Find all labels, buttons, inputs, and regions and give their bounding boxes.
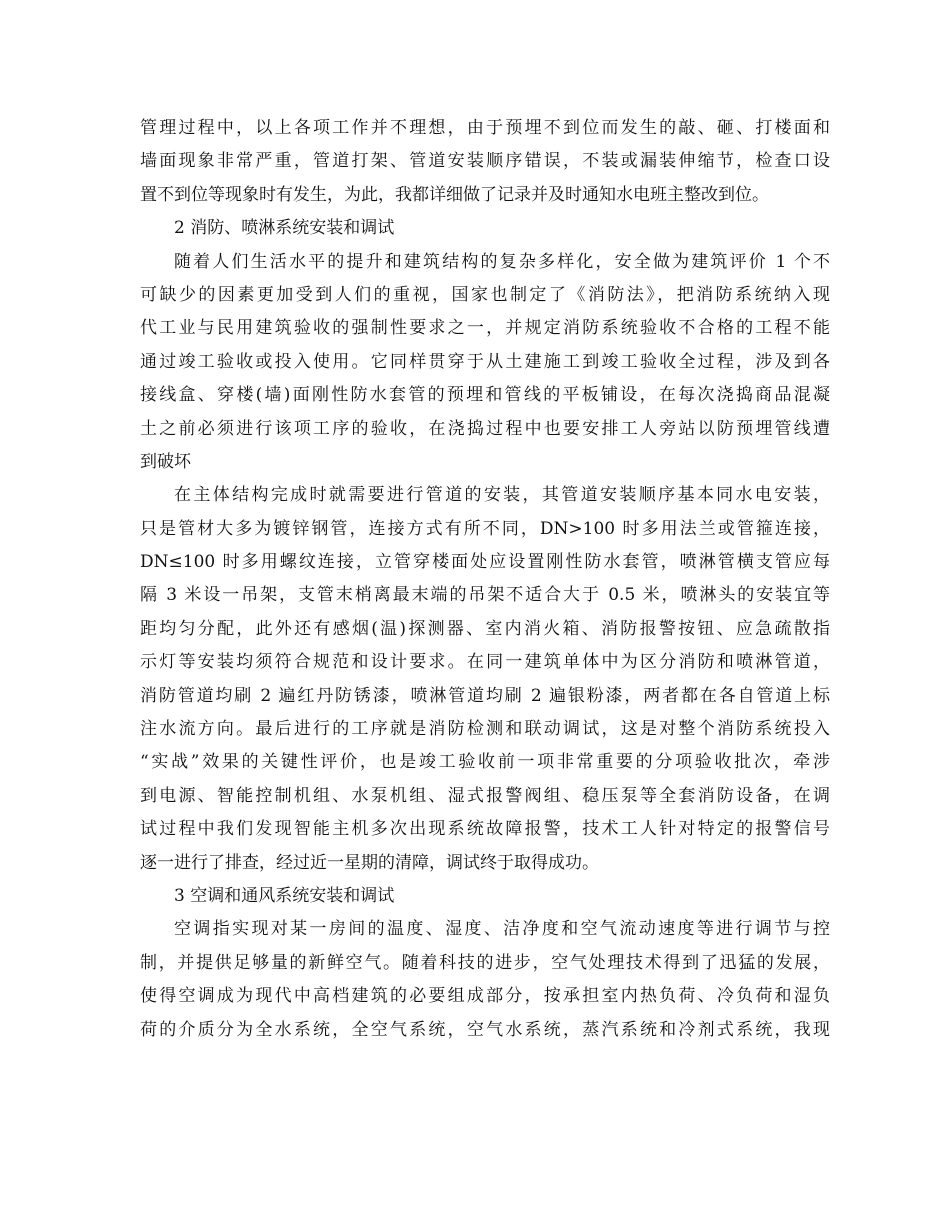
text-line: 可缺少的因素更加受到人们的重视，国家也制定了《消防法》，把消防系统纳入现: [140, 284, 830, 305]
text-line: 通过竣工验收或投入使用。它同样贯穿于从土建施工到竣工验收全过程，涉及到各: [140, 351, 830, 372]
paragraph-hvac-intro: [140, 913, 830, 1047]
text-line: 示灯等安装均须符合规范和设计要求。在同一建筑单体中为区分消防和喷淋管道，: [140, 652, 830, 673]
paragraph-fire-safety-intro: [140, 246, 830, 480]
text-line: 代工业与民用建筑验收的强制性要求之一，并规定消防系统验收不合格的工程不能: [140, 318, 830, 339]
text-line: 管理过程中，以上各项工作并不理想，由于预埋不到位而发生的敲、砸、打楼面和: [140, 118, 830, 138]
text-line: 到电源、智能控制机组、水泵机组、湿式报警阀组、稳压泵等全套消防设备，在调: [140, 785, 830, 806]
text-line: 置不到位等现象时有发生，为此，我都详细做了记录并及时通知水电班主整改到位。: [140, 184, 769, 205]
text-line: “实战”效果的关键性评价，也是竣工验收前一项非常重要的分项验收批次，牵涉: [140, 752, 830, 773]
section-heading-fire-sprinkler: [140, 212, 830, 245]
text-line: 空调指实现对某一房间的温度、湿度、洁净度和空气流动速度等进行调节与控: [174, 919, 830, 940]
text-line: 到破坏: [140, 451, 191, 472]
text-line: 在主体结构完成时就需要进行管道的安装，其管道安装顺序基本同水电安装，: [174, 485, 830, 506]
section-heading-hvac: [140, 880, 830, 913]
text-line: 距均匀分配，此外还有感烟(温)探测器、室内消火箱、消防报警按钮、应急疏散指: [140, 618, 830, 639]
text-line: 只是管材大多为镀锌钢管，连接方式有所不同，DN>100 时多用法兰或管箍连接，: [140, 518, 830, 539]
text-line: 接线盒、穿楼(墙)面刚性防水套管的预埋和管线的平板铺设，在每次浇捣商品混凝: [140, 385, 830, 406]
paragraph-management-issues: [140, 112, 830, 212]
text-line: 土之前必须进行该项工序的验收，在浇捣过程中也要安排工人旁站以防预埋管线遭: [140, 418, 830, 439]
text-line: 墙面现象非常严重，管道打架、管道安装顺序错误，不装或漏装伸缩节，检查口设: [140, 151, 830, 172]
text-line: 注水流方向。最后进行的工序就是消防检测和联动调试，这是对整个消防系统投入: [140, 719, 830, 740]
text-line: DN≤100 时多用螺纹连接，立管穿楼面处应设置刚性防水套管，喷淋管横支管应每: [140, 552, 830, 573]
text-line: 使得空调成为现代中高档建筑的必要组成部分，按承担室内热负荷、冷负荷和湿负: [140, 986, 830, 1007]
text-line: 消防管道均刷 2 遍红丹防锈漆，喷淋管道均刷 2 遍银粉漆，两者都在各自管道上标: [140, 685, 830, 706]
document-body: [140, 112, 830, 1047]
section-heading: 3 空调和通风系统安装和调试: [174, 885, 395, 906]
text-line: 试过程中我们发现智能主机多次出现系统故障报警，技术工人针对特定的报警信号: [140, 819, 830, 840]
text-line: 荷的介质分为全水系统，全空气系统，空气水系统，蒸汽系统和冷剂式系统，我现: [140, 1019, 830, 1040]
text-line: 隔 3 米设一吊架，支管末梢离最末端的吊架不适合大于 0.5 米，喷淋头的安装宜等: [140, 585, 830, 606]
text-line: 逐一进行了排查，经过近一星期的清障，调试终于取得成功。: [140, 852, 599, 873]
text-line: 随着人们生活水平的提升和建筑结构的复杂多样化，安全做为建筑评价 1 个不: [174, 251, 830, 272]
text-line: 制，并提供足够量的新鲜空气。随着科技的进步，空气处理技术得到了迅猛的发展，: [140, 952, 830, 973]
paragraph-pipe-installation: [140, 479, 830, 880]
section-heading: 2 消防、喷淋系统安装和调试: [174, 218, 395, 239]
